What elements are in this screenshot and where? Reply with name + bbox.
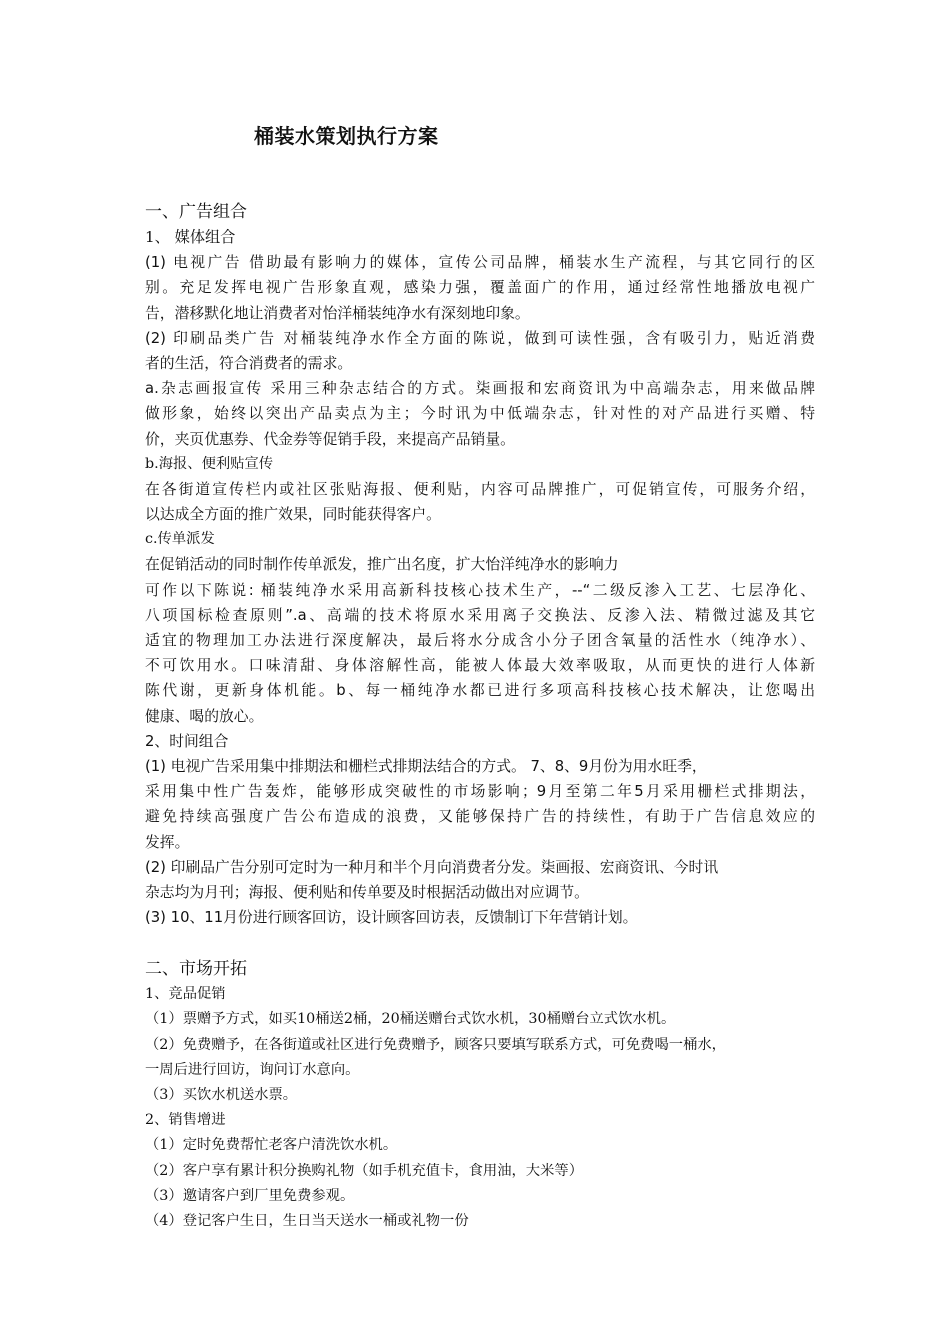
paragraph-line: 适宜的物理加工办法进行深度解决，最后将水分成含小分子团含氧量的活性水（纯净水）、 bbox=[145, 632, 815, 649]
paragraph-line: 杂志均为月刊；海报、便利贴和传单要及时根据活动做出对应调节。 bbox=[145, 883, 589, 901]
paragraph-line: 1、竞品促销 bbox=[145, 986, 226, 1003]
paragraph-line: 采用集中性广告轰炸，能够形成突破性的市场影响；9月至第二年5月采用栅栏式排期法， bbox=[145, 783, 815, 801]
paragraph-line: （2）客户享有累计积分换购礼物（如手机充值卡，食用油，大米等） bbox=[145, 1162, 583, 1179]
paragraph-line: 告，潜移默化地让消费者对怡洋桶装纯净水有深刻地印象。 bbox=[145, 304, 530, 322]
paragraph-line: (1) 电视广告采用集中排期法和栅栏式排期法结合的方式。 7、8、9月份为用水旺季， bbox=[145, 757, 707, 775]
paragraph-line: 不可饮用水。口味清甜、身体溶解性高，能被人体最大效率吸取，从而更快的进行人体新 bbox=[145, 657, 815, 675]
paragraph-line: 价，夹页优惠券、代金券等促销手段，来提高产品销量。 bbox=[145, 430, 515, 448]
paragraph-line: (3) 10、11月份进行顾客回访，设计顾客回访表，反馈制订下年营销计划。 bbox=[145, 909, 638, 927]
paragraph-line: c.传单派发 bbox=[145, 531, 215, 548]
paragraph-line: 以达成全方面的推广效果，同时能获得客户。 bbox=[145, 506, 441, 524]
paragraph-line: 一周后进行回访，询问订水意向。 bbox=[145, 1061, 360, 1078]
paragraph-line: 避免持续高强度广告公布造成的浪费，又能够保持广告的持续性，有助于广告信息效应的 bbox=[145, 808, 815, 826]
paragraph-line: 在促销活动的同时制作传单派发，推广出名度，扩大怡洋纯净水的影响力 bbox=[145, 556, 619, 574]
paragraph-line: a.杂志画报宣传 采用三种杂志结合的方式。柒画报和宏商资讯为中高端杂志，用来做品牌 bbox=[145, 380, 815, 398]
paragraph-line: 在各街道宣传栏内或社区张贴海报、便利贴，内容可品牌推广，可促销宣传，可服务介绍， bbox=[145, 480, 815, 498]
paragraph-line: 发挥。 bbox=[145, 833, 190, 851]
paragraph-line: (2) 印刷品类广告 对桶装纯净水作全方面的陈说，做到可读性强，含有吸引力，贴近消费 bbox=[145, 329, 815, 347]
document-body bbox=[145, 200, 815, 1234]
paragraph-line: 别。充足发挥电视广告形象直观，感染力强，覆盖面广的作用，通过经常性地播放电视广 bbox=[145, 279, 815, 297]
paragraph-line: （3）邀请客户到厂里免费参观。 bbox=[145, 1187, 355, 1204]
paragraph-line: 2、销售增进 bbox=[145, 1112, 226, 1129]
paragraph-line: 可作以下陈说: 桶装纯净水采用高新科技核心技术生产，--“二级反渗入工艺、七层净化、 bbox=[145, 581, 815, 599]
paragraph-line: (1) 电视广告 借助最有影响力的媒体，宣传公司品牌，桶装水生产流程，与其它同行的区 bbox=[145, 254, 815, 272]
paragraph-line: 者的生活，符合消费者的需求。 bbox=[145, 354, 353, 372]
section-heading-ad-mix: 一、广告组合 bbox=[145, 202, 247, 222]
paragraph-line: 做形象，始终以突出产品卖点为主；今时讯为中低端杂志，针对性的对产品进行买赠、特 bbox=[145, 405, 815, 423]
document-title: 桶装水策划执行方案 bbox=[254, 124, 439, 148]
paragraph-line: 2、时间组合 bbox=[145, 732, 229, 750]
paragraph-line: 陈代谢，更新身体机能。b、每一桶纯净水都已进行多项高科技核心技术解决，让您喝出 bbox=[145, 682, 815, 700]
paragraph-line: （1）定时免费帮忙老客户清洗饮水机。 bbox=[145, 1137, 398, 1154]
paragraph-line: （2）免费赠予，在各街道或社区进行免费赠予，顾客只要填写联系方式，可免费喝一桶水， bbox=[145, 1036, 726, 1053]
paragraph-line: 健康、喝的放心。 bbox=[145, 707, 264, 725]
paragraph-line: b.海报、便利贴宣传 bbox=[145, 455, 274, 472]
paragraph-line: （4）登记客户生日，生日当天送水一桶或礼物一份 bbox=[145, 1212, 469, 1229]
paragraph-line: （3）买饮水机送水票。 bbox=[145, 1087, 298, 1103]
section-spacer bbox=[145, 930, 815, 957]
paragraph-line: 八项国标检查原则”.a、高端的技术将原水采用离子交换法、反渗入法、精微过滤及其它 bbox=[145, 606, 815, 624]
section-heading-market-expansion: 二、市场开拓 bbox=[145, 959, 247, 980]
paragraph-line: （1）票赠予方式，如买10桶送2桶，20桶送赠台式饮水机，30桶赠台立式饮水机。 bbox=[145, 1011, 676, 1028]
paragraph-line: 1、 媒体组合 bbox=[145, 228, 236, 246]
paragraph-line: (2) 印刷品广告分别可定时为一种月和半个月向消费者分发。柒画报、宏商资讯、今时讯 bbox=[145, 858, 719, 876]
